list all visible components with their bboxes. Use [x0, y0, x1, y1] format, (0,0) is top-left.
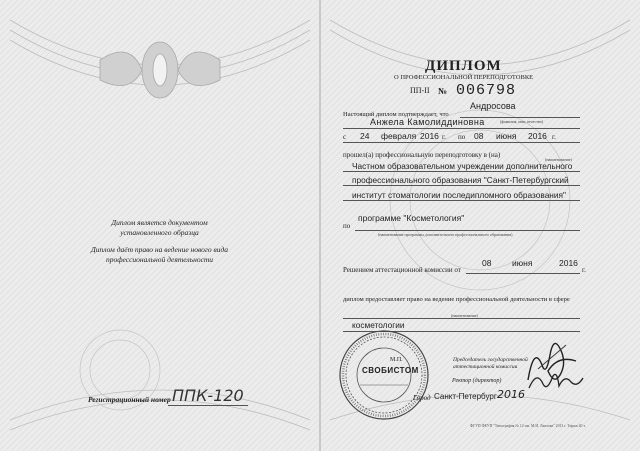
- confirm-text: Настоящий диплом подтверждает, что: [343, 111, 449, 118]
- left-note-1: Диплом является документом: [111, 218, 208, 227]
- page-fold: [319, 0, 321, 451]
- from-label: с: [343, 133, 347, 141]
- diploma-title: ДИПЛОМ: [425, 58, 502, 74]
- decision-day: 08: [482, 258, 492, 268]
- given-name: Анжела Камолиддиновна: [370, 117, 485, 127]
- seal-mp-label: М.П.: [390, 357, 403, 363]
- rector-signature: [525, 366, 585, 394]
- institution-line-3: институт стоматологии последипломного образования": [352, 190, 566, 200]
- city-label: Город: [413, 394, 431, 402]
- institution-line-2: профессионального образования "Санкт-Петербургский: [352, 175, 569, 185]
- number-sign: №: [438, 86, 448, 96]
- left-note-3: Диплом даёт право на ведение нового вида: [90, 245, 229, 254]
- left-note-4: профессиональной деятельности: [105, 255, 214, 264]
- end-year-suffix: г.: [552, 133, 556, 141]
- registration-label: Регистрационный номер: [88, 395, 171, 404]
- passed-text: прошел(а) профессиональную переподготовку в (на): [343, 151, 501, 159]
- start-day: 24: [360, 131, 370, 141]
- program-name: программе "Косметология": [358, 213, 465, 223]
- name-hint: (фамилия, имя, отчество): [500, 119, 544, 124]
- start-year: 2016: [420, 131, 439, 141]
- registration-number: ППК-120: [172, 386, 244, 405]
- decision-year: 2016: [559, 258, 578, 268]
- diploma-subtitle: О ПРОФЕССИОНАЛЬНОЙ ПЕРЕПОДГОТОВКЕ: [394, 74, 534, 81]
- city-name: Санкт-Петербург: [434, 392, 497, 401]
- issue-year: 2016: [497, 388, 525, 401]
- start-year-suffix: г.: [442, 133, 446, 141]
- commission-line-2: аттестационной комиссии: [453, 364, 518, 370]
- round-seal-stamp: [336, 327, 432, 423]
- institution-hint: (наименование): [545, 157, 572, 162]
- decision-text: Решением аттестационной комиссии от: [343, 266, 461, 274]
- end-year: 2016: [528, 131, 547, 141]
- printer-line: ФГУП ФЕУП "Типография № 12 им. М.И. Лавлова" 2013 г. Тираж 40 т.: [470, 424, 586, 428]
- diploma-number: 006798: [456, 82, 517, 99]
- commission-line-1: Председатель государственной: [453, 357, 528, 363]
- program-label: по: [343, 222, 351, 230]
- seal-center-text: СВОБИСТОМ: [362, 366, 419, 375]
- start-month: февраля: [381, 131, 417, 141]
- decision-month: июня: [512, 258, 533, 268]
- series-label: ПП-II: [410, 86, 430, 95]
- program-hint: (наименование программы дополнительного профессионального образования): [378, 232, 513, 237]
- end-day: 08: [474, 131, 484, 141]
- decision-year-suffix: г.: [582, 266, 586, 274]
- to-label: по: [458, 133, 466, 141]
- surname: Андросова: [470, 101, 516, 111]
- field-hint: (наименование): [451, 313, 478, 318]
- institution-line-1: Частном образовательном учреждении дополнительного: [352, 161, 573, 171]
- right-text: диплом предоставляет право на ведение профессиональной деятельности в сфере: [343, 296, 570, 303]
- left-note-2: установленного образца: [120, 228, 199, 237]
- end-month: июня: [496, 131, 517, 141]
- rector-label: Ректор (директор): [452, 378, 502, 384]
- field-name: косметологии: [352, 320, 405, 330]
